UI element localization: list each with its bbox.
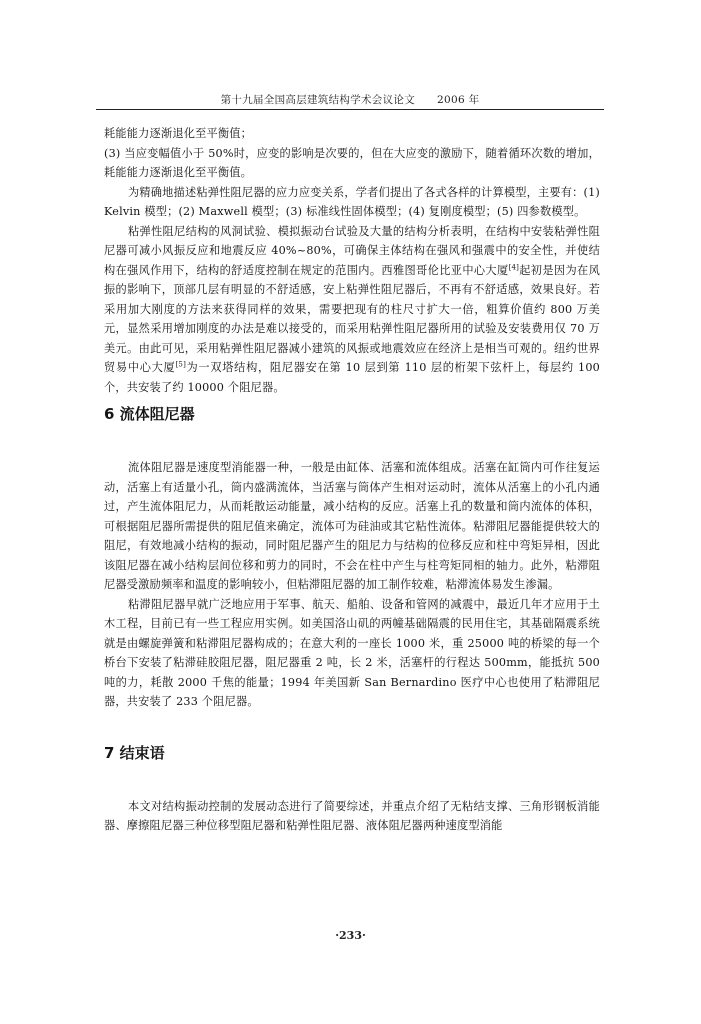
text-run: 起初是因为在风振的影响下，顶部几层有明显的不舒适感，安上粘弹性阻尼器后，不再有不舒适感，效果良好。若采用加大刚度的方法来获得同样的效果，需要把现有的柱尺寸扩大一倍，粗算价值约 800 万美元，显然采用增加刚度的办法是难以接受的，而采用粘弹性阻尼器所用的试验及安装费用仅 70 万美元。由此可见，采用粘弹性阻尼器减小建筑的风振或地震效应在经济上是相当可观的。纽约世界贸易中心大厦: [104, 263, 600, 374]
paragraph: 为精确地描述粘弹性阻尼器的应力应变关系，学者们提出了各式各样的计算模型，主要有：(1) Kelvin 模型；(2) Maxwell 模型；(3) 标准线性固体模型；(4) 复刚度模型；(5) 四参数模型。: [104, 185, 600, 218]
page-number: ·233·: [335, 929, 366, 942]
paragraph: 粘滞阻尼器早就广泛地应用于军事、航天、船舶、设备和管网的减震中，最近几年才应用于土木工程，目前已有一些工程应用实例。如美国洛山矶的两幢基础隔震的民用住宅，其基础隔震系统就是由螺旋弹簧和粘滞阻尼器构成的；在意大利的一座长 1000 米，重 25000 吨的桥梁的每一个桥台下安装了粘滞硅胶阻尼器，阻尼器重 2 吨，长 2 米，活塞杆的行程达 500mm，能抵抗 500 吨的力，耗散 2000 千焦的能量；1994 年美国新 San Bernardino 医疗中心也使用了粘滞阻尼器，共安装了 233 个阻尼器。: [104, 597, 600, 708]
section-heading: 7 结束语: [104, 743, 165, 762]
text-run: 为一双塔结构，阻尼器安在第 10 层到第 110 层的桁架下弦杆上，每层约 100 个，共安装了约 10000 个阻尼器。: [104, 361, 600, 394]
citation-ref: [5]: [175, 360, 186, 369]
paragraph: 本文对结构振动控制的发展动态进行了简要综述，并重点介绍了无粘结支撑、三角形钢板消能器、摩擦阻尼器三种位移型阻尼器和粘弹性阻尼器、液体阻尼器两种速度型消能: [104, 799, 600, 832]
running-header: [96, 93, 604, 110]
header-title: 第十九届全国高层建筑结构学术会议论文: [220, 94, 416, 106]
text-run: 粘弹性阻尼结构的风洞试验、模拟振动台试验及大量的结构分析表明，在结构中安装粘弹性阻尼器可减小风振反应和地震反应 40%~80%，可确保主体结构在强风和强震中的安全性，并使结构在强风作用下，结构的舒适度控制在规定的范围内。西雅图哥伦比亚中心大厦: [104, 224, 600, 277]
paragraph: 耗能能力逐渐退化至平衡值；: [104, 127, 253, 140]
page-body: [104, 124, 600, 836]
section-heading: 6 流体阻尼器: [104, 405, 195, 423]
paragraph: 流体阻尼器是速度型消能器一种，一般是由缸体、活塞和流体组成。活塞在缸筒内可作往复运动，活塞上有适量小孔，筒内盛满流体，当活塞与筒体产生相对运动时，流体从活塞上的小孔内通过，产生流体阻尼力，从而耗散运动能量，减小结构的反应。活塞上孔的数量和筒内流体的体积，可根据阻尼器所需提供的阻尼值来确定，流体可为硅油或其它粘性流体。粘滞阻尼器能提供较大的阻尼，有效地减小结构的振动，同时阻尼器产生的阻尼力与结构的位移反应和柱中弯矩异相，因此该阻尼器在减小结构层间位移和剪力的同时，不会在柱中产生与柱弯矩同相的轴力。此外，粘滞阻尼器受激励频率和温度的影响较小，但粘滞阻尼器的加工制作较难，粘滞流体易发生渗漏。: [104, 461, 600, 591]
viscoelastic-paragraph: [104, 222, 600, 398]
citation-ref: [4]: [508, 262, 520, 271]
paragraph: (3) 当应变幅值小于 50%时，应变的影响是次要的，但在大应变的激励下，随着循环次数的增加，耗能能力逐渐退化至平衡值。: [104, 146, 600, 179]
header-year: 2006 年: [437, 94, 480, 106]
